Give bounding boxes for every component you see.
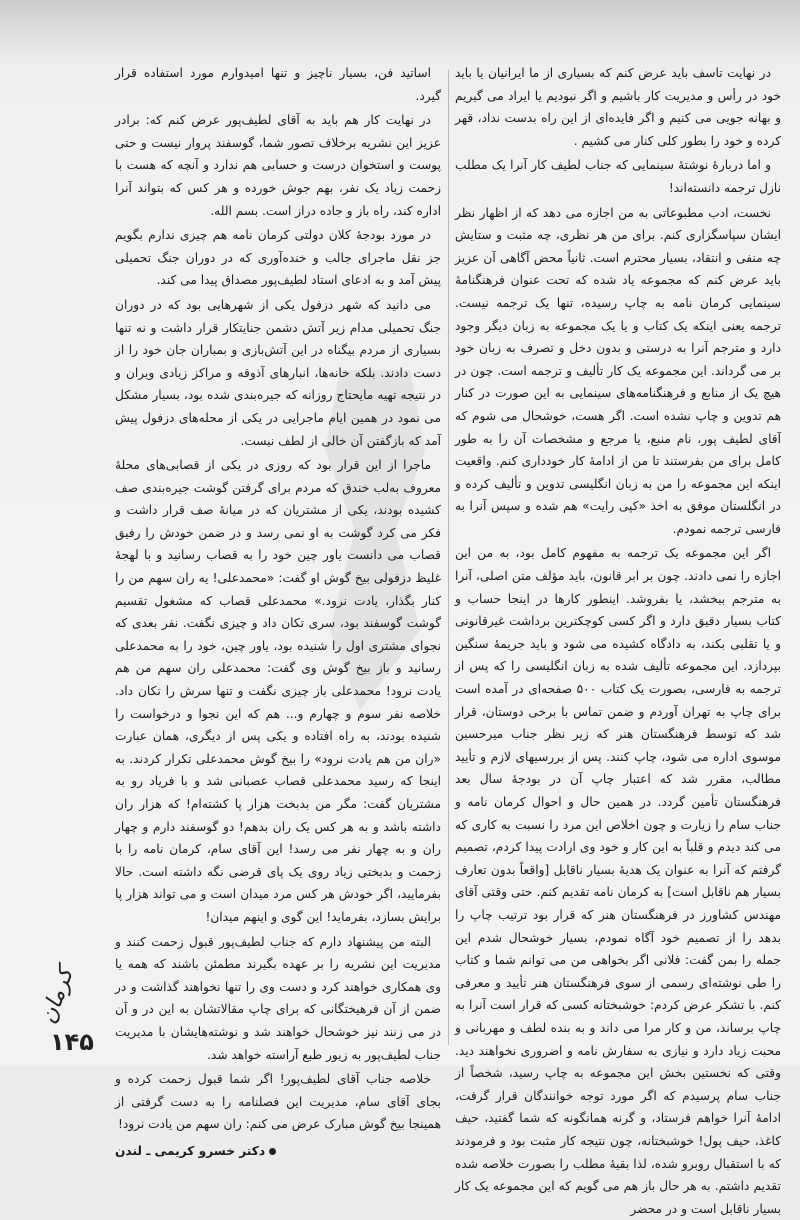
paragraph: می دانید که شهر دزفول یکی از شهرهایی بود که در دوران جنگ تحمیلی مدام زیر آتش دشمن جنایتکار قرار داشت و نه تنها بسیاری از مردم بیگناه در این آتش‌بازی و بمباران جان خود را از دست دادند. بلکه خانه‌ها، انبارهای آذوقه و مراکز زیادی ویران و در نتیجه تهیه مایحتاج روزانه که جیره‌بندی شده بود، بسیار مشکل می نمود در همین ایام ماجرایی در یکی از محله‌های دزفول پیش آمد که بازگفتن آن خالی از لطف نیست.: [115, 297, 441, 448]
logo-text: کرمان: [35, 964, 79, 1028]
paragraph: البته من پیشنهاد دارم که جناب لطیف‌پور قبول زحمت کنند و مدیریت این نشریه را بر عهده بگیرند مطمئن باشند که همه یا وی همکاری خواهند کرد و دست وی را تنها نخواهند گذاشت و در ضمن از آن فرهیختگانی که برای چاپ مقالاتشان به این در و آن در می زنند نیز خوشحال خواهند شد و نوشته‌هایشان با مدیریت جناب لطیف‌پور به زیور طبع آراسته خواهد شد.: [115, 934, 441, 1062]
bullet-icon: [269, 1148, 276, 1155]
kerman-logo: [20, 960, 90, 1030]
author-signature: [115, 1140, 441, 1163]
paragraph: در مورد بودجهٔ کلان دولتی کرمان نامه هم چیزی ندارم بگویم جز نقل ماجرای جالب و خنده‌آوری که در دوران جنگ تحمیلی پیش آمد و به ادعای استاد لطیف‌پور مصداق پیدا می کند.: [115, 228, 441, 288]
paragraph: در نهایت تاسف باید عرض کنم که بسیاری از ما ایرانیان یا باید خود در رأس و مدیریت کار باشیم و اگر نبودیم یا ایراد می گیریم و بهانه جویی می کنیم و اگر فایده‌ای از این راه بدست نداد، قهر کرده و خود را بطور کلی کنار می کشیم .: [455, 66, 781, 148]
column-divider: [448, 70, 449, 1045]
page-number: ۱۴۵: [50, 1028, 94, 1056]
paragraph: خلاصه جناب آقای لطیف‌پور! اگر شما قبول زحمت کرده و بجای آقای سام، مدیریت این فصلنامه را به دست گرفتی از همینجا بیخ گوش مبارک عرض می کنم: ران سهم من یادت نرود!: [115, 1072, 441, 1132]
paragraph: در نهایت کار هم باید به آقای لطیف‌پور عرض کنم که: برادر عزیز این نشریه برخلاف تصور شما، گوسفند پروار نیست و حتی پوست و استخوان درست و حسابی هم ندارد و آنچه که هست با زحمت زیاد یک نفر، بهم جوش خورده و هر کس که بتواند آنرا اداره کند، راه باز و جاده دراز است. بسم الله.: [115, 113, 441, 218]
left-column: [115, 62, 441, 1158]
paragraph: اساتید فن، بسیار ناچیز و تنها امیدوارم مورد استفاده قرار گیرد.: [115, 66, 441, 103]
paragraph: اگر این مجموعه یک ترجمه به مفهوم کامل بود، به من این اجازه را نمی دادند. چون بر ابر قانون، باید مؤلف متن اصلی، آنرا به مترجم ببخشد، یا بفروشد. اینطور کارها در اینجا حساب و کتاب بسیار دقیق دارد و اگر کسی کوچکترین برداشت غیرقانونی و یا تقلبی بکند، به دادگاه کشیده می شود و باید جریمهٔ سنگین بپردازد. این مجموعه تألیف شده به زبان انگلیسی را که پس از ترجمه به فارسی، بصورت یک کتاب ۵۰۰ صفحه‌ای در آمده است برای چاپ به تهران آوردم و ضمن تماس با برخی دوستان، قرار شد که توسط فرهنگستان هنر که زیر نظر جناب میرحسین موسوی اداره می شود، چاپ کنند. پس از بررسیهای لازم و تأیید مطالب، مقرر شد که اعتبار چاپ آن در بودجهٔ سال بعد فرهنگستان تأمین گردد. در همین حال و احوال کرمان نامه و جناب سام را زیارت و چون اخلاص این مرد را نسبت به کاری که می کند دیدم و قلباً به این کار و خود وی ارادت پیدا کردم، تصمیم گرفتم که آنرا به عنوان یک هدیهٔ بسیار ناقابل [واقعاً بدون تعارف بسیار هم ناقابل است] به کرمان نامه تقدیم کنم. حتی وقتی آقای مهندس کشاورز در فرهنگستان هنر که قرار بود ترتیب چاپ را بدهد را از تصمیم خود آگاه نمودم، بسیار خوشحال شدم این جمله را بمن گفت: فلانی اگر بخواهی من می توانم شما و کتاب را طی نوشته‌ای رسمی از سوی فرهنگستان هنر تأیید و معرفی کنم. با تشکر عرض کردم: خوشبختانه کسی که قرار است آنرا به چاپ برساند، من و کار مرا می داند و به بنده لطف و مهربانی و محبت زیاد دارد و نیازی به سفارش نامه و اضروری نخواهند دید. وقتی که نخستین بخش این مجموعه به چاپ رسید، شخصاً از جناب سام پرسیدم که اگر مورد توجه خوانندگان قرار گرفت، ادامهٔ آنرا خواهم فرستاد، و گرنه همانگونه که شما گفتید، حیف کاغذ، حیف پول! خوشبختانه، چون نتیجه کار مثبت بود و فرمودند که با استقبال روبرو شده، لذا بقیهٔ مطلب را بصورت خلاصه شده تقدیم داشتم. به هر حال باز هم می گویم که این مجموعه یک کار بسیار ناقابل است و در محضر: [455, 546, 781, 1216]
scan-shadow: [0, 0, 800, 60]
right-column: [455, 62, 781, 1216]
author-name: دکتر خسرو کریمی ـ لندن: [115, 1143, 266, 1158]
paragraph: نخست، ادب مطبوعاتی به من اجازه می دهد که از اظهار نظر ایشان سپاسگزاری کنم. برای من هر نظری، چه مثبت و ستایش چه منفی و انتقاد، بسیار محترم است. ثانیاً محض آگاهی آن عزیز باید عرض کنم که مجموعه یاد شده که تحت عنوان فرهنگنامهٔ سینمایی کرمان نامه به چاپ رسیده، تنها یک ترجمه نیست. ترجمه یعنی اینکه یک کتاب و یا یک مجموعه به زبان دیگر وجود دارد و مترجم آنرا به درستی و بدون دخل و تصرف به زبان خود بر می گرداند. این مجموعه یک کار تألیف و ترجمه است. چون در هیچ یک از منابع و فرهنگنامه‌های سینمایی به این صورت در کنار هم تدوین و چاپ نشده است. اگر هست، خوشحال می شوم که آقای لطیف پور، نام منبع، یا مرجع و مشخصات آن را به طور کامل برای من بفرستند تا من از ادامهٔ کار خودداری کنم. واقعیت اینکه این مجموعه را من به زبان انگلیسی تدوین و تألیف کرده و در انگلستان موفق به اخذ «کپی رایت» هم شده و سپس آنرا به فارسی ترجمه نمودم.: [455, 205, 781, 536]
paragraph: و اما دربارهٔ نوشتهٔ سینمایی که جناب لطیف کار آنرا یک مطلب نازل ترجمه دانسته‌اند!: [455, 158, 781, 195]
paragraph: ماجرا از این قرار بود که روزی در یکی از قصابی‌های محلهٔ معروف به‌لب خندق که مردم برای گرفتن گوشت جیره‌بندی صف کشیده بودند، یکی از مشتریان که در میانهٔ صف قرار داشت و فکر می کرد گوشت به او نمی رسد و در ضمن خودش را رفیق قصاب می دانست یاور چین خود را به قصاب رسانید و با لهجهٔ غلیظ دزفولی بیخ گوش او گفت: «محمدعلی! یه ران سهم من را کنار بگذار، یادت نرود.» محمدعلی قصاب که مشغول تقسیم گوشت گوسفند بود، سری تکان داد و چیزی نگفت. نفر بعدی که نجوای مشتری اول را شنیده بود، یاور چین، خود را به محمدعلی رسانید و باز بیخ گوش وی گفت: محمدعلی ران سهم من هم یادت نرود! محمدعلی باز چیزی نگفت و تنها سرش را تکان داد. خلاصه نفر سوم و چهارم و... هم که این نجوا و درخواست را شنیده بودند، به راه افتاده و یکی پس از دیگری، همان عبارت «ران من هم یادت نرود» را بیخ گوش محمدعلی تکرار کردند. به اینجا که رسید محمدعلی قصاب عصبانی شد و با فریاد رو به مشتریان گفت: مگر من بدبخت هزار پا کشته‌ام! که هزار ران داشته باشد و به هر کس یک ران بدهم! دو گوسفند دارم و چهار ران و به چهار نفر می رسد! این آقای سام، کرمان نامه را با زحمت و بدبختی زیاد روی یک پای قرضی نگه داشته است. حالا بفرمایید، اگر خودش هر کس مرد میدان است و می تواند هزار پا برایش بسازد، بفرماید! این گوی و اینهم میدان!: [115, 458, 441, 924]
